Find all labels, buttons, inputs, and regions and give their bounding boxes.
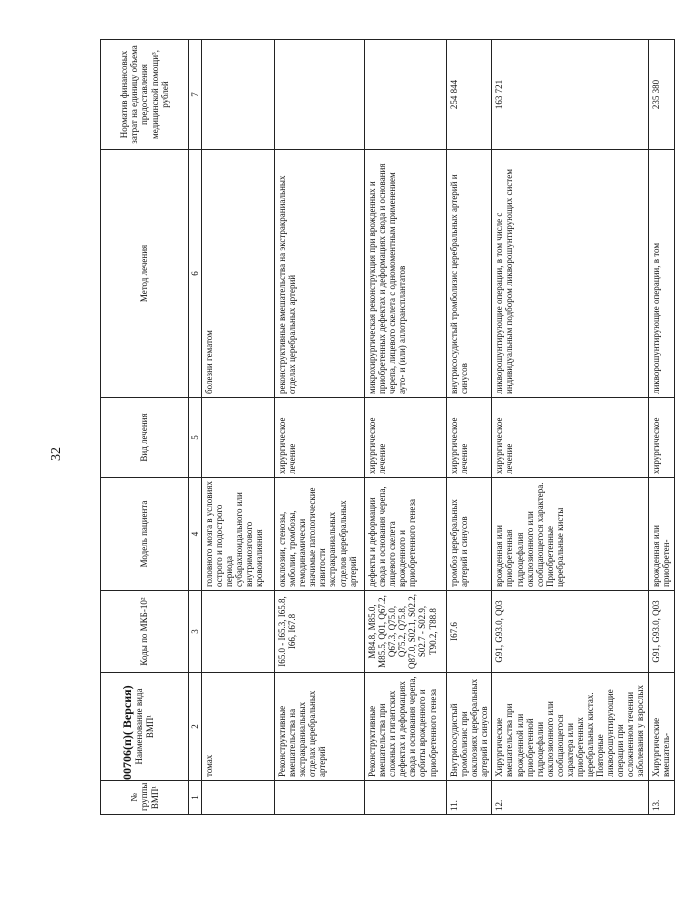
- icd-codes-cell: I67.6: [447, 591, 492, 673]
- treatment-method-cell: реконструктивные вмешательства на экстракраниальных отделах церебральных артерий: [275, 150, 365, 398]
- table-row: [365, 40, 447, 815]
- vmp-table: [100, 39, 675, 815]
- patient-model-cell: врожденная или приобретенная гидроцефалия окклюзионного или сообщающегося характера. Приобретенные церебральные кисты: [492, 478, 648, 591]
- patient-model-cell: окклюзии, стенозы, эмболии, тромбозы, гемодинамически значимые патологические извитости экстракраниальных отделов церебральных артерий: [275, 478, 365, 591]
- icd-codes-cell: I65.0 - I65.3, I65.8, I66, I67.8: [275, 591, 365, 673]
- table-row: [447, 40, 492, 815]
- column-number: 7: [189, 40, 202, 150]
- group-number-cell: 11.: [447, 781, 492, 815]
- column-number: 1: [189, 781, 202, 815]
- treatment-method-cell: ликворошунтирующие операции, в том: [648, 150, 674, 398]
- patient-model-cell: врожденная или приобретен-: [648, 478, 674, 591]
- header-treatment-method: Метод лечения: [101, 150, 189, 398]
- header-treatment-kind: Вид лечения: [101, 398, 189, 478]
- vmp-name-cell: Реконструктивные вмешательства на экстракраниальных отделах церебральных артерий: [275, 673, 365, 781]
- treatment-method-cell: микрохирургическая реконструкция при врожденных и приобретенных дефектах и деформациях свода и основания черепа, лицевого скелета с одномоментным применением ауто- и (или) аллотрансплантатов: [365, 150, 447, 398]
- cost-norm-cell: 254 844: [447, 40, 492, 150]
- icd-codes-cell: G91, G93.0, Q03: [492, 591, 648, 673]
- patient-model-cell: головного мозга в условиях острого и подострого периода субарахноидального или внутримозгового кровоизлияния: [202, 478, 275, 591]
- treatment-kind-cell: хирургическое лечение: [447, 398, 492, 478]
- rotated-table-container: [100, 40, 671, 815]
- group-number-cell: 13.: [648, 781, 674, 815]
- column-number-row: [189, 40, 202, 815]
- icd-codes-cell: [202, 591, 275, 673]
- header-row: [101, 40, 189, 815]
- document-footer: 00706(п)( Версия): [120, 685, 134, 780]
- group-number-cell: [202, 781, 275, 815]
- vmp-name-cell: Реконструктивные вмешательства при сложных и гигантских дефектах и деформациях свода и основания черепа, орбиты врожденного и приобретенного генеза: [365, 673, 447, 781]
- column-number: 2: [189, 673, 202, 781]
- patient-model-cell: дефекты и деформации свода и основания черепа, лицевого скелета врожденного и приобретенного генеза: [365, 478, 447, 591]
- header-cost-norm: Норматив финансовых затрат на единицу объема предоставления медицинской помощи³, рублей: [101, 40, 189, 150]
- group-number-cell: [275, 781, 365, 815]
- table-row: [648, 40, 674, 815]
- table-row: [492, 40, 648, 815]
- vmp-name-cell: Внутрисосудистый тромболизис при окклюзиях церебральных артерий и синусов: [447, 673, 492, 781]
- column-number: 4: [189, 478, 202, 591]
- table-row: [202, 40, 275, 815]
- treatment-kind-cell: хирургическое лечение: [275, 398, 365, 478]
- treatment-kind-cell: хирургическое лечение: [365, 398, 447, 478]
- column-number: 5: [189, 398, 202, 478]
- treatment-kind-cell: хирургическое лечение: [492, 398, 648, 478]
- header-group-number: № группы ВМП¹: [101, 781, 189, 815]
- cost-norm-cell: [202, 40, 275, 150]
- group-number-cell: 12.: [492, 781, 648, 815]
- icd-codes-cell: G91, G93.0, Q03: [648, 591, 674, 673]
- treatment-kind-cell: хирургическое: [648, 398, 674, 478]
- vmp-name-cell: томах: [202, 673, 275, 781]
- group-number-cell: [365, 781, 447, 815]
- treatment-method-cell: болезни гематом: [202, 150, 275, 398]
- cost-norm-cell: [275, 40, 365, 150]
- header-patient-model: Модель пациента: [101, 478, 189, 591]
- icd-codes-cell: M84.8, M85.0, M85.5, Q01, Q67.2, Q67.3, Q75.0, Q75.2, Q75.8, Q87.0, S02.1, S02.2, S02.7 - S02.9, T90.2, T88.8: [365, 591, 447, 673]
- table-row: [275, 40, 365, 815]
- column-number: 3: [189, 591, 202, 673]
- treatment-kind-cell: [202, 398, 275, 478]
- header-vmp-name: Наименование вида ВМП¹: [101, 673, 189, 781]
- treatment-method-cell: внутрисосудистый тромболизис церебральных артерий и синусов: [447, 150, 492, 398]
- cost-norm-cell: [365, 40, 447, 150]
- patient-model-cell: тромбоз церебральных артерий и синусов: [447, 478, 492, 591]
- cost-norm-cell: 163 721: [492, 40, 648, 150]
- cost-norm-cell: 235 380: [648, 40, 674, 150]
- header-icd-codes: Коды по МКБ-10²: [101, 591, 189, 673]
- vmp-name-cell: Хирургические вмешательства при врожденной или приобретенной гидроцефалии окклюзионного или сообщающегося характера или приобретенных церебральных кистах. Повторные ликворошунтирующие операции при осложненном течении заболевания у взрослых: [492, 673, 648, 781]
- vmp-name-cell: Хирургические вмешатель-: [648, 673, 674, 781]
- column-number: 6: [189, 150, 202, 398]
- treatment-method-cell: ликворошунтирующие операции, в том числе с индивидуальным подбором ликворошунтирующих систем: [492, 150, 648, 398]
- page-number: 32: [49, 447, 64, 461]
